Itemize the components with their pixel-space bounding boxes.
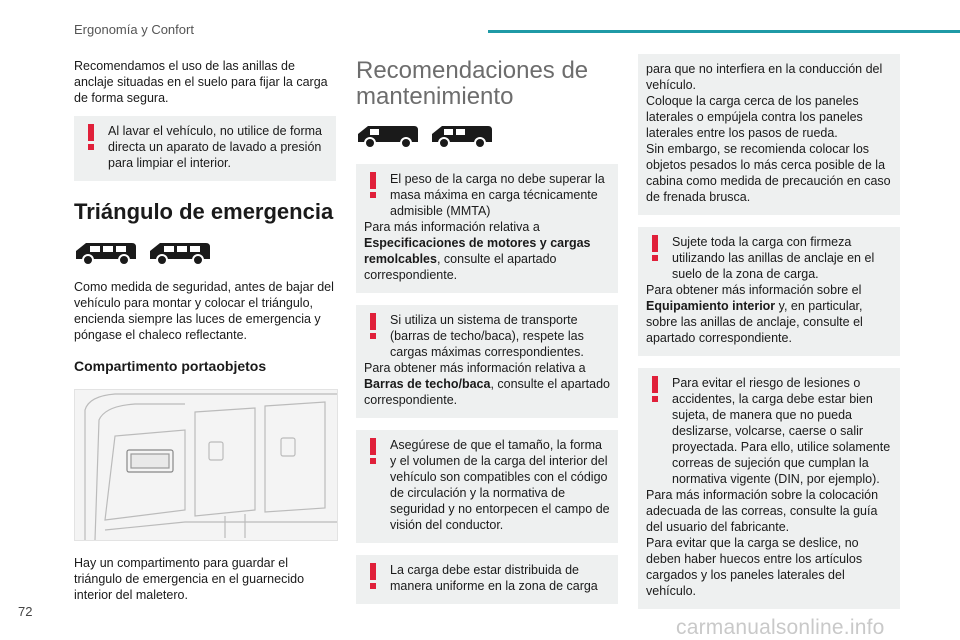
warning-text: y, en particular, sobre las anillas de anclaje, consulte el apartado correspondiente. xyxy=(646,299,863,345)
warning-box xyxy=(74,116,336,181)
warning-text xyxy=(364,219,610,283)
warning-text: El peso de la carga no debe superar la masa máxima en carga técnicamente admisible (MMTA) xyxy=(390,172,605,218)
warning-text: , consulte el apartado correspondiente. xyxy=(364,252,557,282)
warning-text xyxy=(364,360,610,408)
triangle-paragraph: Como medida de seguridad, antes de bajar del vehículo para montar y colocar el triángulo, encienda siempre las luces de emergencia y póngase el chaleco reflectante. xyxy=(74,280,334,342)
warning-text: para que no interfiera en la conducción del vehículo. xyxy=(646,62,883,92)
watermark: carmanualsonline.info xyxy=(676,616,885,639)
cross-reference-link: Barras de techo/baca xyxy=(364,377,491,391)
vehicle-icons-2 xyxy=(356,122,618,150)
heading-storage-compartment: Compartimento portaobjetos xyxy=(74,358,267,374)
van-crew-icon xyxy=(430,122,494,150)
warning-text: Si utiliza un sistema de transporte (barras de techo/baca), respete las cargas máximas correspondientes. xyxy=(390,313,584,359)
warning-box xyxy=(356,430,618,543)
warning-text: Para obtener más información relativa a xyxy=(364,361,586,375)
section-title: Ergonomía y Confort xyxy=(74,22,194,37)
warning-exclamation-icon xyxy=(368,563,378,589)
van-glazed-icon xyxy=(74,239,138,267)
warning-text: Asegúrese de que el tamaño, la forma y el volumen de la carga del interior del vehículo son compatibles con el código de circulación y la normativa de seguridad y no entorpecen el campo de visión del conductor. xyxy=(390,438,610,532)
van-panel-icon xyxy=(356,122,420,150)
warning-exclamation-icon xyxy=(86,124,96,150)
warning-box-continued xyxy=(638,54,900,215)
warning-text: Sin embargo, se recomienda colocar los objetos pesados lo más cerca posible de la cabina como medida de precaución en caso de frenada brusca. xyxy=(646,142,891,204)
warning-exclamation-icon xyxy=(368,313,378,339)
cross-reference-link: Especificaciones de motores y cargas remolcables xyxy=(364,236,591,266)
cross-reference-link: Equipamiento interior xyxy=(646,299,776,313)
header-accent-bar xyxy=(488,30,960,33)
warning-text: Para evitar que la carga se deslice, no deben haber huecos entre los artículos cargados y los paneles laterales del vehículo. xyxy=(646,536,863,598)
warning-text xyxy=(646,282,892,346)
warning-box xyxy=(356,305,618,418)
vehicle-icons xyxy=(74,239,336,267)
warning-text: Para más información sobre la colocación adecuada de las correas, consulte la guía del usuario del fabricante. xyxy=(646,488,879,534)
warning-exclamation-icon xyxy=(368,172,378,198)
warning-text: Coloque la carga cerca de los paneles laterales o empújela contra los paneles laterales entre los pasos de rueda. xyxy=(646,94,863,140)
van-glazed-long-icon xyxy=(148,239,212,267)
warning-text: Para obtener más información sobre el xyxy=(646,283,862,297)
heading-maintenance: Recomendaciones de mantenimiento xyxy=(356,57,589,110)
warning-text: , consulte el apartado correspondiente. xyxy=(364,377,610,407)
column-2 xyxy=(356,58,618,604)
trunk-compartment-illustration xyxy=(74,389,338,541)
page-number: 72 xyxy=(18,604,33,619)
warning-exclamation-icon xyxy=(650,376,660,402)
warning-box xyxy=(638,227,900,356)
warning-text: Para más información relativa a xyxy=(364,220,540,234)
warning-box xyxy=(356,555,618,604)
warning-exclamation-icon xyxy=(368,438,378,464)
column-3 xyxy=(638,54,900,609)
heading-emergency-triangle: Triángulo de emergencia xyxy=(74,199,334,224)
warning-exclamation-icon xyxy=(650,235,660,261)
warning-box xyxy=(638,368,900,609)
warning-text: Para evitar el riesgo de lesiones o accidentes, la carga debe estar bien sujeta, de manera que no pueda deslizarse, volcarse, caerse o salir proyectada. Para ello, utilice solamente correas de sujeción que cumplan la normativa vigente (DIN, por ejemplo). xyxy=(672,376,891,486)
warning-box xyxy=(356,164,618,293)
compartment-paragraph: Hay un compartimento para guardar el triángulo de emergencia en el guarnecido interior del maletero. xyxy=(74,556,305,602)
warning-text: Sujete toda la carga con firmeza utilizando las anillas de anclaje en el suelo de la zona de carga. xyxy=(672,235,875,281)
column-1 xyxy=(74,58,336,603)
warning-text: La carga debe estar distribuida de manera uniforme en la zona de carga xyxy=(390,563,598,593)
warning-text: Al lavar el vehículo, no utilice de forma directa un aparato de lavado a presión para limpiar el interior. xyxy=(108,124,322,170)
intro-paragraph: Recomendamos el uso de las anillas de anclaje situadas en el suelo para fijar la carga de forma segura. xyxy=(74,59,328,105)
